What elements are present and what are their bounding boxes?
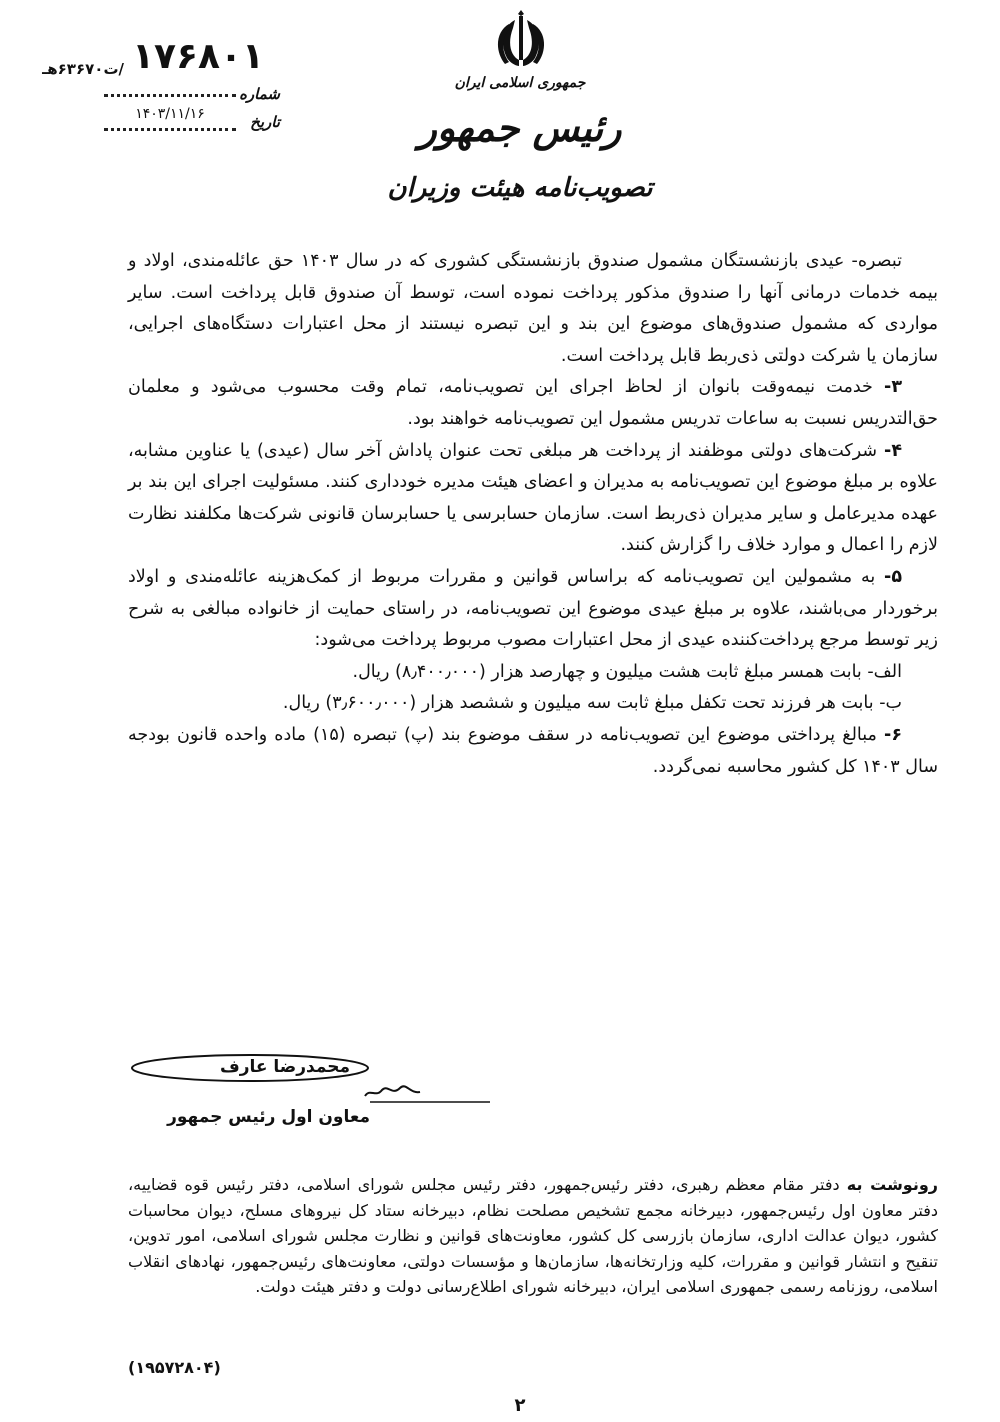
- page-number: ۲: [514, 1395, 526, 1416]
- cabinet-resolution-title: تصویب‌نامه هیئت وزیران: [387, 173, 653, 203]
- paragraph-item-6: [128, 720, 938, 783]
- item-text: خدمت نیمه‌وقت بانوان از لحاظ اجرای این تصویب‌نامه، تمام وقت محسوب می‌شود و معلمان حق‌التدریس نسبت به ساعات تدریس مشمول این تصویب‌نامه خواهند بود.: [128, 377, 938, 429]
- item-number: ۵-: [884, 566, 902, 587]
- signer-title: معاون اول رئیس جمهور: [167, 1107, 370, 1127]
- republic-label: جمهوری اسلامی ایران: [454, 75, 586, 91]
- cc-label: رونوشت به: [846, 1175, 938, 1194]
- sub-item-alef: الف- بابت همسر مبلغ ثابت هشت میلیون و چهارصد هزار (۸٫۴۰۰٫۰۰۰) ریال.: [352, 661, 902, 682]
- tracking-code: (۱۹۵۷۲۸۰۴): [128, 1358, 221, 1377]
- iran-emblem-icon: [493, 8, 549, 70]
- sub-item-be: ب- بابت هر فرزند تحت تکفل مبلغ ثابت سه میلیون و ششصد هزار (۳٫۶۰۰٫۰۰۰) ریال.: [282, 693, 902, 714]
- reference-code: /ت۶۳۶۷۰هـ: [42, 60, 124, 78]
- item-text: مبالغ پرداختی موضوع این تصویب‌نامه در سقف موضوع بند (پ) تبصره (۱۵) ماده واحده قانون بودجه سال ۱۴۰۳ کل کشور محاسبه نمی‌گردد.: [128, 724, 938, 777]
- president-title: رئیس جمهور: [418, 105, 622, 150]
- item-number: ۶-: [884, 724, 902, 745]
- paragraph-note: تبصره- عیدی بازنشستگان مشمول صندوق بازنشستگی کشوری که در سال ۱۴۰۳ حق عائله‌مندی، اولاد و بیمه خدمات درمانی آنها را صندوق مذکور پرداخت نموده است، توسط آن صندوق قابل پرداخت است. سایر مواردی که مشمول صندوق‌های موضوع این بند و این تبصره نیستند از محل اعتبارات دستگاه‌های اجرایی، سازمان یا شرکت دولتی ذی‌ربط قابل پرداخت است.: [128, 251, 938, 366]
- date-label: تاریخ: [250, 113, 280, 131]
- number-dotted-line: [104, 94, 236, 97]
- date-value: ۱۴۰۳/۱۱/۱۶: [135, 106, 205, 122]
- number-label: شماره: [239, 85, 280, 103]
- item-number: ۳-: [884, 377, 902, 398]
- item-text: به مشمولین این تصویب‌نامه که براساس قوانین و مقررات مربوط از کمک‌هزینه عائله‌مندی و اولاد برخوردار می‌باشند، علاوه بر مبلغ عیدی موضوع این تصویب‌نامه، در راستای حمایت از خانواده مبالغی به شرح زیر توسط مرجع پرداخت‌کننده عیدی از محل اعتبارات مصوب مربوط پرداخت می‌شود:: [128, 566, 938, 651]
- item-number: ۴-: [884, 440, 902, 461]
- letter-number: ۱۷۶۸۰۱: [132, 36, 264, 77]
- signer-name: محمدرضا عارف: [219, 1057, 351, 1077]
- carbon-copy-list: [128, 1172, 938, 1300]
- document-body: [128, 246, 938, 783]
- paragraph-item-4: [128, 436, 938, 562]
- date-dotted-line: [104, 128, 236, 131]
- item-text: شرکت‌های دولتی موظفند از پرداخت هر مبلغی تحت عنوان پاداش آخر سال (عیدی) یا عناوین مشابه، علاوه بر مبلغ موضوع این تصویب‌نامه به مدیران و اعضای هیئت مدیره خودداری کنند. مسئولیت اجرای این بند بر عهده مدیرعامل و سایر مدیران ذی‌ربط است. سازمان حسابرسی یا حسابرسان قانونی شرکت‌ها مکلفند نظارت لازم را اعمال و موارد خلاف را گزارش کنند.: [128, 440, 938, 556]
- paragraph-item-5: [128, 562, 938, 657]
- paragraph-item-3: [128, 372, 938, 435]
- cc-recipients: دفتر مقام معظم رهبری، دفتر رئیس‌جمهور، دفتر رئیس مجلس شورای اسلامی، دفتر رئیس قوه قضاییه، دفتر معاون اول رئیس‌جمهور، دبیرخانه مجمع تشخیص مصلحت نظام، دبیرخانه ستاد کل نیروهای مسلح، دیوان محاسبات کشور، دیوان عدالت اداری، سازمان بازرسی کل کشور، معاونت‌های قوانین و نظارت مجلس شورای اسلامی، امور تدوین، تنقیح و انتشار قوانین و مقررات، کلیه وزارتخانه‌ها، سازمان‌ها و مؤسسات دولتی، معاونت‌های رئیس‌جمهور، نهادهای انقلاب اسلامی، روزنامه رسمی جمهوری اسلامی ایران، دبیرخانه شورای اطلاع‌رسانی دولت و دفتر هیئت دولت.: [128, 1175, 938, 1296]
